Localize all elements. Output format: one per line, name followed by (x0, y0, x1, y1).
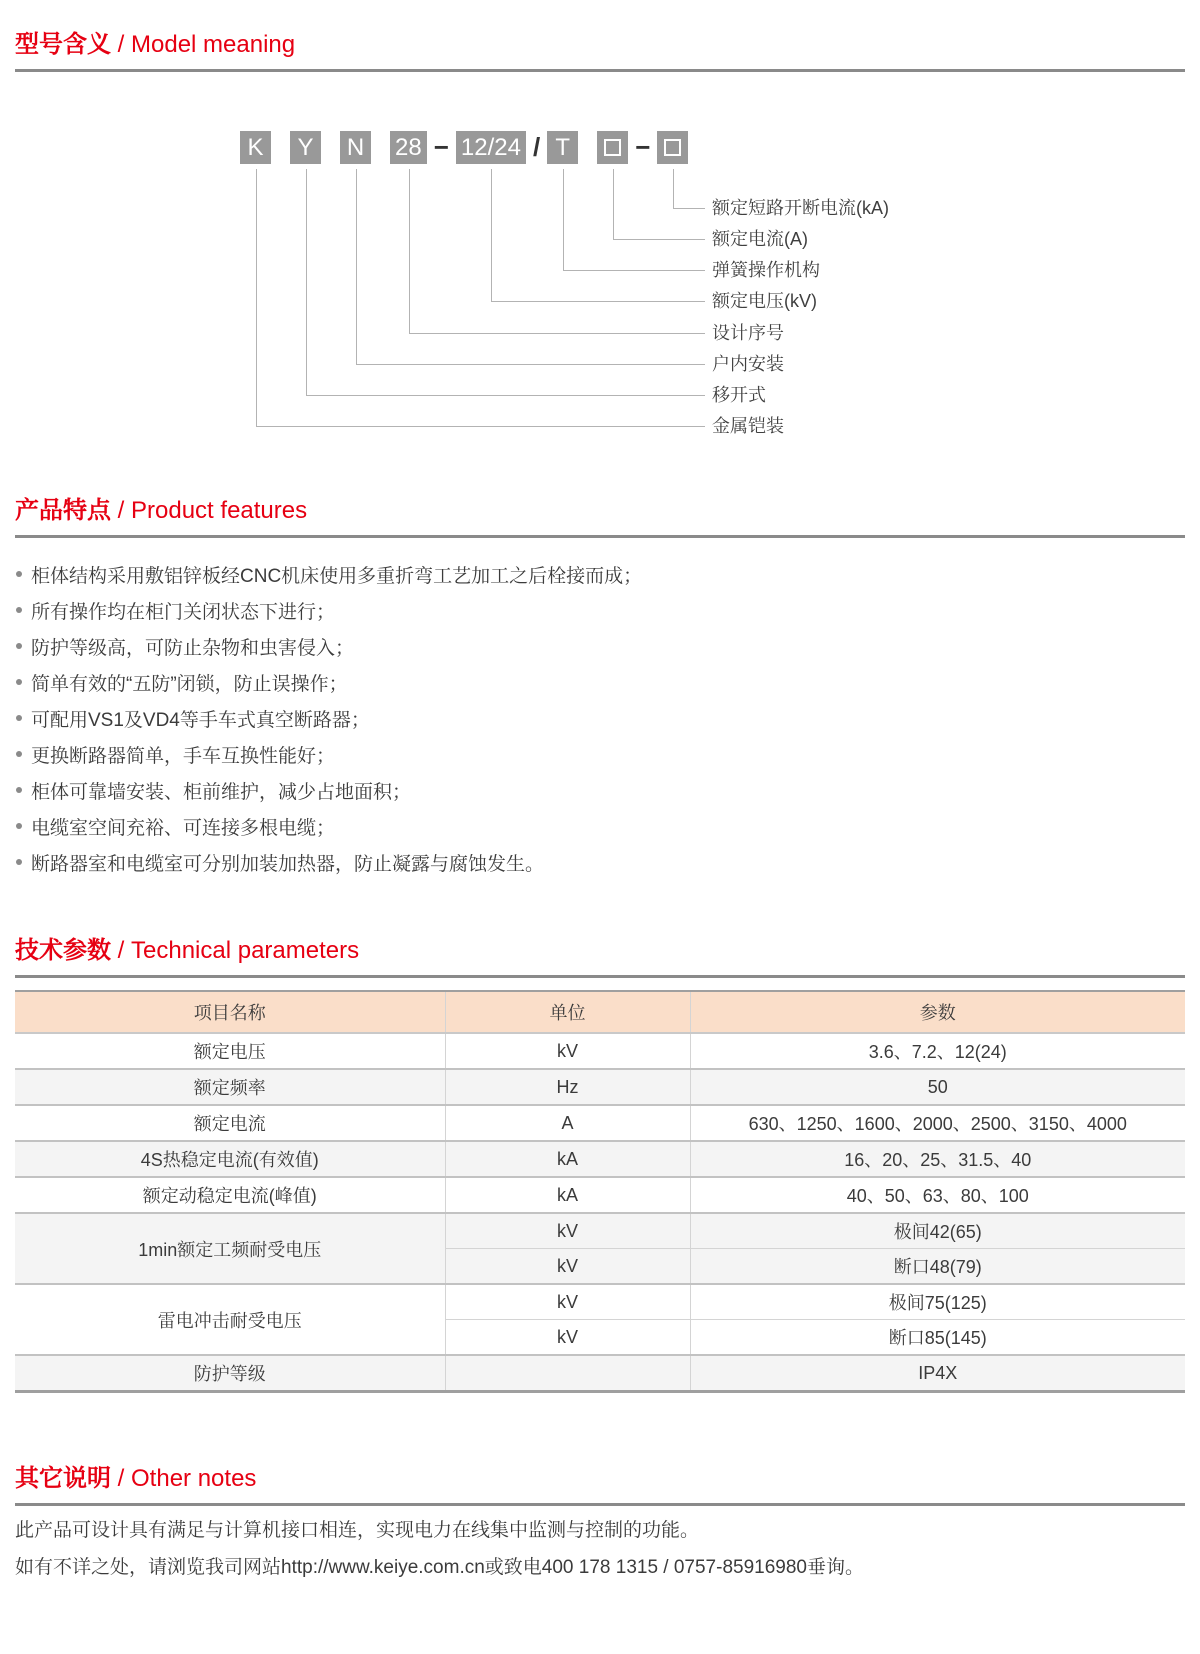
bullet-dot-icon (16, 751, 22, 757)
cell-unit: kA (445, 1141, 690, 1177)
table-row (15, 1141, 1185, 1177)
feature-text: 断路器室和电缆室可分别加装加热器，防止凝露与腐蚀发生。 (31, 853, 545, 875)
model-callout-label: 设计序号 (712, 323, 784, 343)
cell-item-name: 额定电流 (15, 1105, 445, 1141)
section-rule (15, 69, 1185, 72)
placeholder-square-icon (664, 139, 681, 156)
model-callout-label: 额定短路开断电流(kA) (712, 198, 889, 218)
feature-item (10, 664, 1180, 700)
title-separator: / (111, 1465, 132, 1492)
cell-parameter: 极间42(65) (690, 1213, 1185, 1249)
section-title-zh: 型号含义 (15, 31, 111, 58)
table-row (15, 1069, 1185, 1105)
feature-item (10, 808, 1180, 844)
model-callout-label: 户内安装 (712, 354, 784, 374)
column-header-unit: 单位 (445, 991, 690, 1033)
column-header-item-name: 项目名称 (15, 991, 445, 1033)
section-title-zh: 其它说明 (15, 1465, 111, 1492)
feature-item (10, 772, 1180, 808)
other-notes-text (15, 1512, 1185, 1586)
model-code-block: 28 (390, 131, 427, 164)
model-designation-diagram (240, 131, 1190, 451)
bullet-dot-icon (16, 679, 22, 685)
feature-item (10, 556, 1180, 592)
section-title (15, 930, 1200, 965)
section-title-en: Model meaning (131, 31, 296, 58)
section-model-meaning-header (0, 24, 1200, 72)
cell-unit: kV (445, 1320, 690, 1356)
model-code-block: T (547, 131, 578, 164)
section-rule (15, 1503, 1185, 1506)
cell-item-name: 额定电压 (15, 1033, 445, 1069)
feature-item (10, 592, 1180, 628)
model-code-separator: − (433, 132, 449, 162)
cell-unit: kV (445, 1213, 690, 1249)
cell-item-name: 4S热稳定电流(有效值) (15, 1141, 445, 1177)
model-callout-label: 额定电流(A) (712, 229, 808, 249)
section-title (15, 24, 1200, 59)
cell-unit (445, 1355, 690, 1392)
model-code-separator: / (532, 132, 541, 162)
feature-text: 更换断路器简单，手车互换性能好； (31, 745, 336, 767)
cell-item-name: 额定动稳定电流(峰值) (15, 1177, 445, 1213)
model-code-block: Y (290, 131, 321, 164)
cell-parameter: 40、50、63、80、100 (690, 1177, 1185, 1213)
placeholder-square-icon (604, 139, 621, 156)
section-title-en: Technical parameters (131, 937, 360, 964)
cell-unit: kA (445, 1177, 690, 1213)
section-title-zh: 产品特点 (15, 497, 111, 524)
bullet-dot-icon (16, 607, 22, 613)
feature-item (10, 844, 1180, 880)
model-callout-line (256, 169, 706, 427)
cell-parameter: 630、1250、1600、2000、2500、3150、4000 (690, 1105, 1185, 1141)
section-rule (15, 535, 1185, 538)
section-rule (15, 975, 1185, 978)
title-separator: / (111, 31, 132, 58)
cell-parameter: IP4X (690, 1355, 1185, 1392)
model-code-block: N (340, 131, 371, 164)
section-technical-parameters-header (0, 930, 1200, 978)
table-row (15, 1213, 1185, 1249)
table-row (15, 1033, 1185, 1069)
model-code-placeholder-block (657, 131, 688, 164)
product-features-list (10, 556, 1180, 880)
feature-text: 简单有效的“五防”闭锁，防止误操作； (31, 673, 348, 695)
cell-item-name: 1min额定工频耐受电压 (15, 1213, 445, 1284)
feature-text: 电缆室空间充裕、可连接多根电缆； (31, 817, 336, 839)
feature-item (10, 628, 1180, 664)
cell-unit: kV (445, 1284, 690, 1320)
model-code-block: K (240, 131, 271, 164)
cell-parameter: 断口85(145) (690, 1320, 1185, 1356)
title-separator: / (111, 937, 132, 964)
bullet-dot-icon (16, 859, 22, 865)
model-code-separator: − (635, 132, 651, 162)
model-code-block: 12/24 (456, 131, 526, 164)
model-callout-label: 移开式 (712, 385, 766, 405)
table-row (15, 1355, 1185, 1392)
cell-parameter: 3.6、7.2、12(24) (690, 1033, 1185, 1069)
column-header-parameter: 参数 (690, 991, 1185, 1033)
bullet-dot-icon (16, 715, 22, 721)
cell-parameter: 极间75(125) (690, 1284, 1185, 1320)
cell-unit: kV (445, 1249, 690, 1285)
section-title-zh: 技术参数 (15, 937, 111, 964)
feature-text: 防护等级高，可防止杂物和虫害侵入； (31, 637, 355, 659)
cell-item-name: 额定频率 (15, 1069, 445, 1105)
table-header-row (15, 991, 1185, 1033)
cell-unit: kV (445, 1033, 690, 1069)
model-callout-label: 金属铠装 (712, 416, 784, 436)
table-row (15, 1105, 1185, 1141)
model-callout-label: 弹簧操作机构 (712, 260, 820, 280)
cell-unit: A (445, 1105, 690, 1141)
section-title-en: Other notes (131, 1465, 257, 1492)
section-title (15, 1458, 1200, 1493)
note-line: 此产品可设计具有满足与计算机接口相连，实现电力在线集中监测与控制的功能。 (15, 1520, 700, 1541)
feature-text: 可配用VS1及VD4等手车式真空断路器； (31, 709, 370, 731)
feature-text: 所有操作均在柜门关闭状态下进行； (31, 601, 336, 623)
feature-text: 柜体结构采用敷铝锌板经CNC机床使用多重折弯工艺加工之后栓接而成； (31, 565, 643, 587)
cell-item-name: 防护等级 (15, 1355, 445, 1392)
cell-unit: Hz (445, 1069, 690, 1105)
table-row (15, 1177, 1185, 1213)
bullet-dot-icon (16, 643, 22, 649)
section-title-en: Product features (131, 497, 308, 524)
model-code-placeholder-block (597, 131, 628, 164)
table-row (15, 1284, 1185, 1320)
feature-text: 柜体可靠墙安装、柜前维护，减少占地面积； (31, 781, 412, 803)
feature-item (10, 736, 1180, 772)
cell-parameter: 50 (690, 1069, 1185, 1105)
feature-item (10, 700, 1180, 736)
cell-item-name: 雷电冲击耐受电压 (15, 1284, 445, 1355)
title-separator: / (111, 497, 132, 524)
cell-parameter: 16、20、25、31.5、40 (690, 1141, 1185, 1177)
section-product-features-header (0, 490, 1200, 538)
model-code-blocks-row (240, 131, 1190, 164)
bullet-dot-icon (16, 823, 22, 829)
section-title (15, 490, 1200, 525)
technical-parameters-table (15, 990, 1185, 1393)
section-other-notes-header (0, 1458, 1200, 1506)
bullet-dot-icon (16, 787, 22, 793)
model-callout-label: 额定电压(kV) (712, 291, 817, 311)
bullet-dot-icon (16, 571, 22, 577)
cell-parameter: 断口48(79) (690, 1249, 1185, 1285)
note-line: 如有不详之处，请浏览我司网站http://www.keiye.com.cn或致电400 178 1315 / 0757-85916980垂询。 (15, 1557, 864, 1578)
